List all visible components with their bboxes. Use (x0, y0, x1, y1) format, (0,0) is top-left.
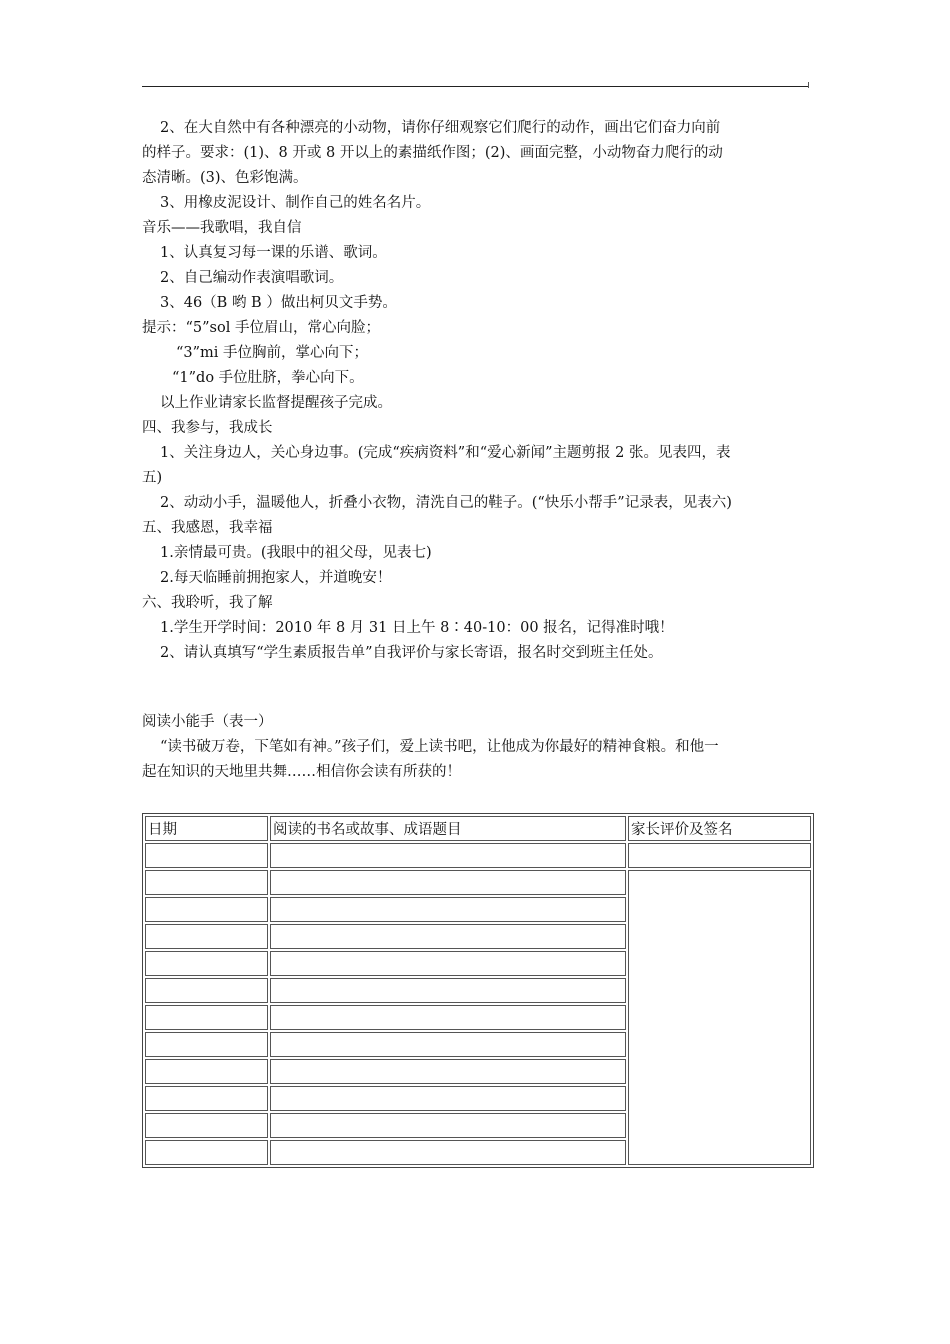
text-line: 2、在大自然中有各种漂亮的小动物，请你仔细观察它们爬行的动作，画出它们奋力向前 (160, 120, 721, 136)
document-body (142, 116, 810, 785)
title-cell[interactable] (270, 978, 626, 1003)
text-line: 起在知识的天地里共舞……相信你会读有所获的！ (142, 764, 461, 780)
date-cell[interactable] (145, 951, 268, 976)
text-line: 3、46（B 哟 B ）做出柯贝文手势。 (160, 295, 397, 311)
text-line: “1”do 手位肚脐，拳心向下。 (172, 370, 364, 386)
text-line: 2、请认真填写“学生素质报告单”自我评价与家长寄语，报名时交到班主任处。 (160, 645, 663, 661)
date-cell[interactable] (145, 1059, 268, 1084)
text-line: “读书破万卷，下笔如有神。”孩子们，爱上读书吧，让他成为你最好的精神食粮。和他一 (160, 739, 719, 755)
text-line: 以上作业请家长监督提醒孩子完成。 (160, 395, 392, 411)
header-rule (142, 86, 808, 87)
table-row (145, 870, 811, 895)
table-header-row (145, 816, 811, 841)
section-heading-6: 六、我聆听，我了解 (142, 595, 273, 611)
header-rule-tick (808, 82, 809, 88)
text-line: 2.每天临睡前拥抱家人，并道晚安！ (160, 570, 392, 586)
title-cell[interactable] (270, 1059, 626, 1084)
text-line: 1.亲情最可贵。(我眼中的祖父母，见表七) (160, 545, 432, 561)
date-cell[interactable] (145, 843, 268, 868)
text-line: 态清晰。(3)、色彩饱满。 (142, 170, 308, 186)
header-parent-signature: 家长评价及签名 (628, 816, 811, 841)
date-cell[interactable] (145, 897, 268, 922)
signature-cell[interactable] (628, 843, 811, 868)
date-cell[interactable] (145, 978, 268, 1003)
title-cell[interactable] (270, 843, 626, 868)
date-cell[interactable] (145, 1113, 268, 1138)
title-cell[interactable] (270, 870, 626, 895)
text-line: “3”mi 手位胸前，掌心向下； (176, 345, 369, 361)
text-line: 提示：“5”sol 手位眉山，常心向脸； (142, 320, 380, 336)
title-cell[interactable] (270, 1086, 626, 1111)
text-line: 的样子。要求：(1)、8 开或 8 开以上的素描纸作图；(2)、画面完整，小动物奋力爬行的动 (142, 145, 723, 161)
table-title: 阅读小能手（表一） (142, 714, 273, 730)
signature-merged-cell[interactable] (628, 870, 811, 1165)
text-line: 3、用橡皮泥设计、制作自己的姓名名片。 (160, 195, 431, 211)
text-line: 1、认真复习每一课的乐谱、歌词。 (160, 245, 387, 261)
title-cell[interactable] (270, 951, 626, 976)
section-heading-4: 四、我参与，我成长 (142, 420, 273, 436)
title-cell[interactable] (270, 924, 626, 949)
header-title: 阅读的书名或故事、成语题目 (270, 816, 626, 841)
text-line: 1.学生开学时间：2010 年 8 月 31 日上午 8∶40-10：00 报名，记得准时哦！ (160, 620, 674, 636)
text-line: 2、动动小手，温暖他人，折叠小衣物，清洗自己的鞋子。(“快乐小帮手”记录表，见表六) (160, 495, 732, 511)
title-cell[interactable] (270, 1032, 626, 1057)
title-cell[interactable] (270, 1113, 626, 1138)
reading-log-table (142, 813, 814, 1168)
section-heading-music: 音乐——我歌唱，我自信 (142, 220, 302, 236)
title-cell[interactable] (270, 1005, 626, 1030)
date-cell[interactable] (145, 1032, 268, 1057)
text-line: 1、关注身边人，关心身边事。(完成“疾病资料”和“爱心新闻”主题剪报 2 张。见表四，表 (160, 445, 731, 461)
table-row (145, 843, 811, 868)
section-heading-5: 五、我感恩，我幸福 (142, 520, 273, 536)
date-cell[interactable] (145, 1086, 268, 1111)
text-line: 五) (142, 470, 163, 486)
date-cell[interactable] (145, 924, 268, 949)
date-cell[interactable] (145, 1140, 268, 1165)
title-cell[interactable] (270, 897, 626, 922)
header-date: 日期 (145, 816, 268, 841)
title-cell[interactable] (270, 1140, 626, 1165)
date-cell[interactable] (145, 870, 268, 895)
date-cell[interactable] (145, 1005, 268, 1030)
text-line: 2、自己编动作表演唱歌词。 (160, 270, 344, 286)
